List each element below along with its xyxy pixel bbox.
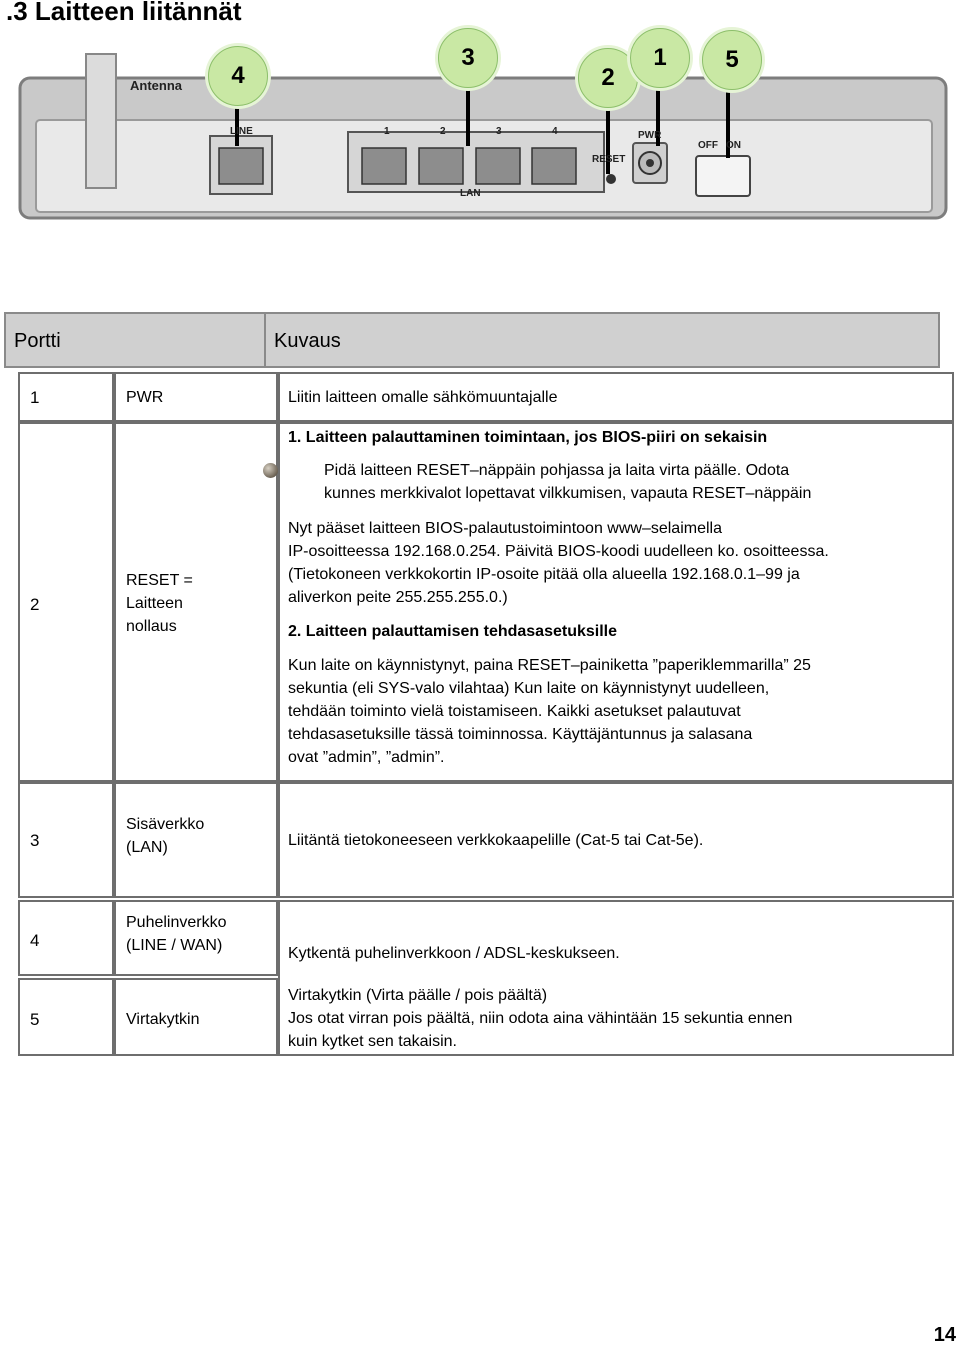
on-label: ON — [726, 140, 741, 151]
lan-port-2-icon — [419, 148, 463, 184]
reset-heading-1: 1. Laitteen palauttaminen toimintaan, jos BIOS-piiri on sekaisin — [288, 429, 768, 446]
table-cell-desc: Kytkentä puhelinverkkoon / ADSL-keskukseen. Virtakytkin (Virta päälle / pois päältä) Jos otat virran pois päältä, niin odota aina vähintään 15 sekuntia ennen kuin kytket sen takaisin. — [278, 900, 954, 1056]
pwr-label: PWR — [638, 130, 662, 141]
table-cell-num: 4 — [18, 900, 114, 976]
lan1-label: 1 — [384, 126, 390, 137]
header-port: Portti — [14, 330, 61, 352]
table-cell-num: 5 — [18, 978, 114, 1056]
table-header — [4, 312, 940, 368]
table-cell-desc: Liitin laitteen omalle sähkömuuntajalle — [278, 372, 954, 422]
table-cell-name: Virtakytkin — [114, 978, 278, 1056]
router-back-panel-diagram — [18, 26, 950, 222]
callout-2-badge: 2 — [578, 48, 638, 108]
table-cell-num: 1 — [18, 372, 114, 422]
antenna-label: Antenna — [130, 78, 182, 93]
callout-3-badge: 3 — [438, 28, 498, 88]
table-cell-desc: Liitäntä tietokoneeseen verkkokaapelille (Cat-5 tai Cat-5e). — [278, 782, 954, 898]
table-cell-num: 3 — [18, 782, 114, 898]
callout-1-badge: 1 — [630, 28, 690, 88]
lan3-label: 3 — [496, 126, 502, 137]
off-label: OFF — [698, 140, 718, 151]
line-label: LINE — [230, 126, 253, 137]
lan-label: LAN — [460, 188, 481, 199]
table-cell-name: Puhelinverkko (LINE / WAN) — [114, 900, 278, 976]
lan4-label: 4 — [552, 126, 558, 137]
page-title: .3 Laitteen liitännät — [6, 0, 242, 26]
lan2-label: 2 — [440, 126, 446, 137]
table-cell-name: PWR — [114, 372, 278, 422]
power-switch-icon — [696, 156, 750, 196]
table-cell-num: 2 — [18, 422, 114, 782]
table-cell-desc: 1. Laitteen palauttaminen toimintaan, jos BIOS-piiri on sekaisin Pidä laitteen RESET–näppäin pohjassa ja laita virta päälle. Odota kunnes merkkivalot lopettavat vilkkumisen, vapauta RESET–näppäin Nyt pääset laitteen BIOS-palautustoimintoon www–selaimella IP-osoitteessa 192.168.0.254. Päivitä BIOS-koodi uudelleen ko. osoitteessa. (Tietokoneen verkkokortin IP-osoite pitää olla alueella 192.168.0.1–99 ja aliverkon peite 255.255.255.0.) 2. Laitteen palauttamisen tehdasasetuksille Kun laite on käynnistynyt, paina RESET–painiketta ”paperiklemmarilla” 25 sekuntia (eli SYS-valo vilahtaa) Kun laite on käynnistynyt uudelleen, tehdään toiminto vielä toistamiseen. Kaikki asetukset palautuvat tehdasasetuksille tässä toiminnossa. Käyttäjäntunnus ja salasana ovat ”admin”, ”admin”. — [278, 422, 954, 782]
reset-hole-icon — [606, 174, 616, 184]
line-port-icon — [219, 148, 263, 184]
header-description: Kuvaus — [274, 330, 341, 352]
callout-4-badge: 4 — [208, 46, 268, 106]
reset-heading-2: 2. Laitteen palauttamisen tehdasasetuksille — [288, 623, 618, 640]
lan-port-4-icon — [532, 148, 576, 184]
callout-5-badge: 5 — [702, 30, 762, 90]
reset-label: RESET — [592, 154, 626, 165]
bullet-icon — [263, 463, 278, 478]
antenna-icon — [86, 54, 116, 188]
page-number: 14 — [933, 1324, 956, 1346]
lan-port-3-icon — [476, 148, 520, 184]
table-cell-name: RESET = Laitteen nollaus — [114, 422, 278, 782]
table-cell-name: Sisäverkko (LAN) — [114, 782, 278, 898]
lan-port-1-icon — [362, 148, 406, 184]
